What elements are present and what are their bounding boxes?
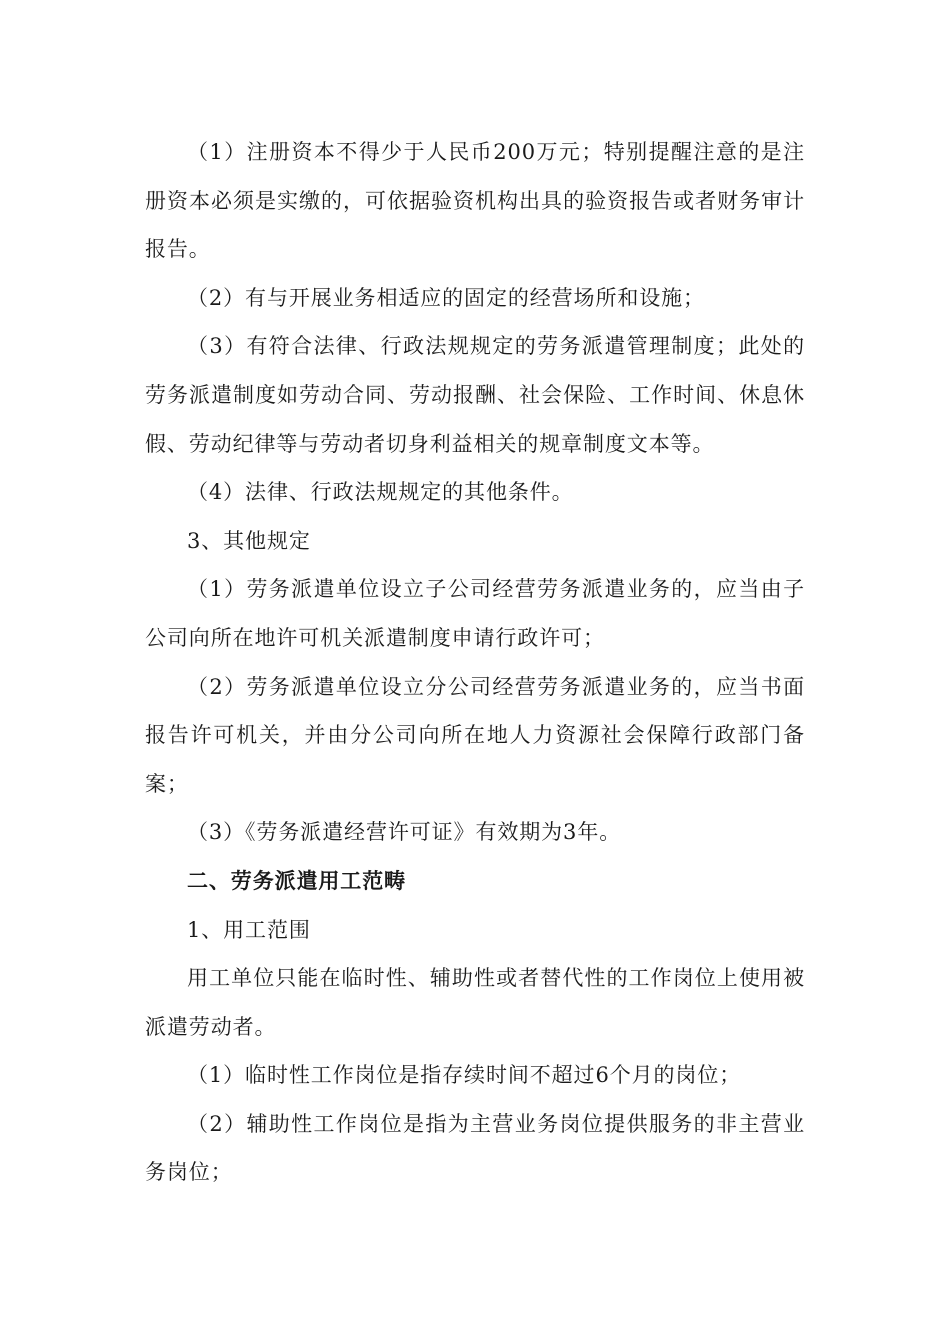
- paragraph-capital-requirement: （1）注册资本不得少于人民币200万元；特别提醒注意的是注册资本必须是实缴的，可依据验资机构出具的验资报告或者财务审计报告。: [145, 140, 805, 262]
- paragraph-management-system: （3）有符合法律、行政法规规定的劳务派遣管理制度；此处的劳务派遣制度如劳动合同、劳动报酬、社会保险、工作时间、休息休假、劳动纪律等与劳动者切身利益相关的规章制度文本等。: [145, 334, 805, 456]
- paragraph-temporary-position: （1）临时性工作岗位是指存续时间不超过6个月的岗位；: [187, 1063, 742, 1088]
- document-body: [145, 128, 805, 1197]
- section-heading-scope: 二、劳务派遣用工范畴: [187, 868, 406, 893]
- subheading-employment-scope: 1、用工范围: [187, 917, 311, 942]
- paragraph-other-conditions: （4）法律、行政法规规定的其他条件。: [187, 480, 574, 505]
- paragraph-premises-requirement: （2）有与开展业务相适应的固定的经营场所和设施；: [187, 285, 705, 310]
- paragraph-license-validity: （3）《劳务派遣经营许可证》有效期为3年。: [187, 820, 622, 845]
- paragraph-auxiliary-position: （2）辅助性工作岗位是指为主营业务岗位提供服务的非主营业务岗位；: [145, 1111, 805, 1185]
- paragraph-scope-description: 用工单位只能在临时性、辅助性或者替代性的工作岗位上使用被派遣劳动者。: [145, 966, 805, 1039]
- subheading-other-rules: 3、其他规定: [187, 528, 311, 553]
- paragraph-branch-rule: （2）劳务派遣单位设立分公司经营劳务派遣业务的，应当书面报告许可机关，并由分公司向所在地人力资源社会保障行政部门备案；: [145, 674, 805, 796]
- paragraph-subsidiary-rule: （1）劳务派遣单位设立子公司经营劳务派遣业务的，应当由子公司向所在地许可机关派遣制度申请行政许可；: [145, 577, 805, 650]
